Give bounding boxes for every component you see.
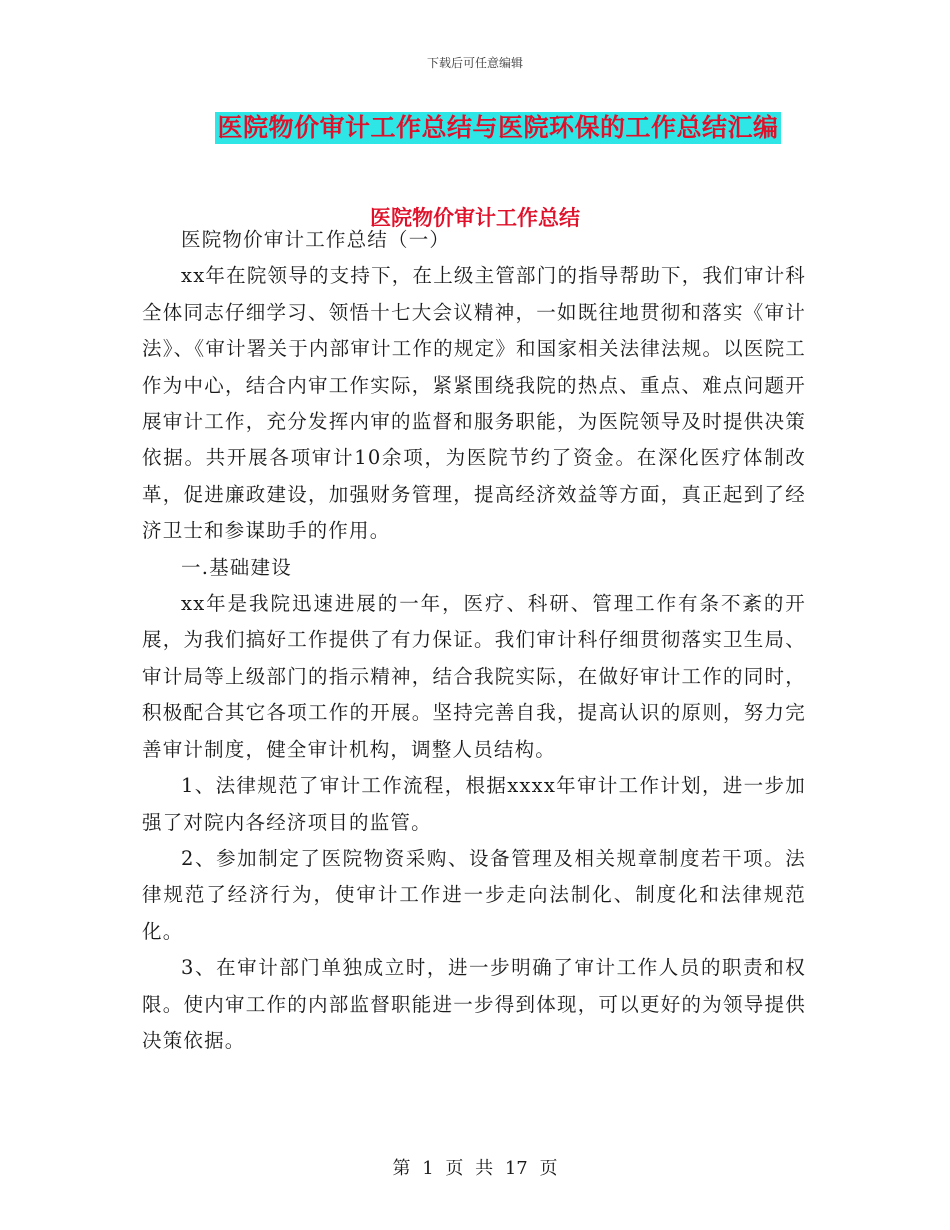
paragraph-item-2: 2、参加制定了医院物资采购、设备管理及相关规章制度若干项。法律规范了经济行为，使审计工作进一步走向法制化、制度化和法律规范化。 [142,846,806,943]
paragraph-basic-construction: xx年是我院迅速进展的一年，医疗、科研、管理工作有条不紊的开展，为我们搞好工作提供了有力保证。我们审计科仔细贯彻落实卫生局、审计局等上级部门的指示精神，结合我院实际，在做好审计工作的同时，积极配合其它各项工作的开展。坚持完善自我，提高认识的原则，努力完善审计制度，健全审计机构，调整人员结构。 [142,592,806,761]
paragraph-section-heading: 医院物价审计工作总结（一） [181,228,451,251]
paragraph-heading-basic-construction: 一.基础建设 [181,555,292,579]
page-number: 第 1 页 共 17 页 [392,1158,558,1179]
header-note: 下载后可任意编辑 [426,56,523,70]
paragraph-intro: xx年在院领导的支持下，在上级主管部门的指导帮助下，我们审计科全体同志仔细学习、领悟十七大会议精神，一如既往地贯彻和落实《审计法》、《审计署关于内部审计工作的规定》和国家相关法律法规。以医院工作为中心，结合内审工作实际，紧紧围绕我院的热点、重点、难点问题开展审计工作，充分发挥内审的监督和服务职能，为医院领导及时提供决策依据。共开展各项审计10余项，为医院节约了资金。在深化医疗体制改革，促进廉政建设，加强财务管理，提高经济效益等方面，真正起到了经济卫士和参谋助手的作用。 [142,264,806,543]
sub-title: 医院物价审计工作总结 [370,206,580,230]
document-body [142,222,806,1059]
paragraph-item-1: 1、法律规范了审计工作流程，根据xxxx年审计工作计划，进一步加强了对院内各经济项目的监管。 [142,774,806,834]
main-title-container [0,112,950,144]
main-title: 医院物价审计工作总结与医院环保的工作总结汇编 [217,113,779,142]
paragraph-item-3: 3、在审计部门单独成立时，进一步明确了审计工作人员的职责和权限。使内审工作的内部监督职能进一步得到体现，可以更好的为领导提供决策依据。 [142,956,806,1052]
